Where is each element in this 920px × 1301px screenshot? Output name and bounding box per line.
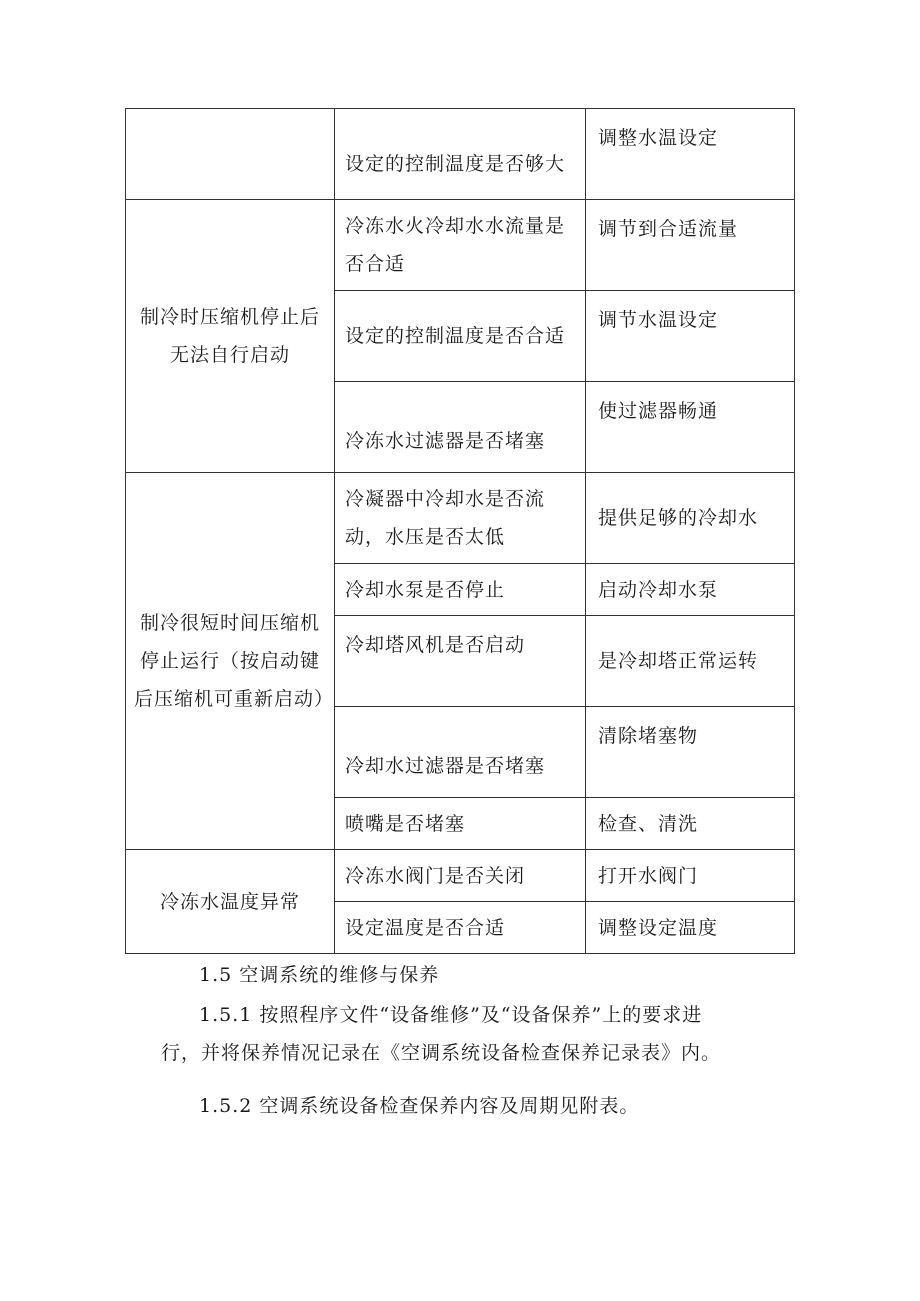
check-cell: 设定温度是否合适 xyxy=(335,902,586,954)
check-cell: 冷冻水阀门是否关闭 xyxy=(335,850,586,902)
remedy-cell: 打开水阀门 xyxy=(586,850,795,902)
troubleshooting-table xyxy=(125,108,795,954)
check-cell: 冷却水泵是否停止 xyxy=(335,564,586,616)
check-cell: 冷凝器中冷却水是否流动，水压是否太低 xyxy=(335,473,586,564)
paragraph-line: 行，并将保养情况记录在《空调系统设备检查保养记录表》内。 xyxy=(161,1042,722,1064)
remedy-cell: 清除堵塞物 xyxy=(586,707,795,798)
check-cell: 冷冻水火冷却水水流量是否合适 xyxy=(335,200,586,291)
paragraph-1-5-1 xyxy=(0,996,920,1072)
fault-cell: 制冷很短时间压缩机停止运行（按启动键后压缩机可重新启动） xyxy=(126,473,335,850)
remedy-cell: 调整设定温度 xyxy=(586,902,795,954)
check-cell: 喷嘴是否堵塞 xyxy=(335,798,586,850)
paragraph-line: 1.5.1 按照程序文件“设备维修”及“设备保养”上的要求进 xyxy=(199,1004,703,1026)
table-row xyxy=(126,109,795,200)
remedy-cell: 检查、清洗 xyxy=(586,798,795,850)
remedy-cell: 调节到合适流量 xyxy=(586,200,795,291)
check-cell: 冷却水过滤器是否堵塞 xyxy=(335,707,586,798)
remedy-cell: 启动冷却水泵 xyxy=(586,564,795,616)
fault-cell: 冷冻水温度异常 xyxy=(126,850,335,954)
remedy-cell: 调节水温设定 xyxy=(586,291,795,382)
section-heading: 1.5 空调系统的维修与保养 xyxy=(199,964,440,986)
check-cell: 冷冻水过滤器是否堵塞 xyxy=(335,382,586,473)
remedy-cell: 使过滤器畅通 xyxy=(586,382,795,473)
table-row xyxy=(126,200,795,291)
check-cell: 设定的控制温度是否合适 xyxy=(335,291,586,382)
check-cell: 冷却塔风机是否启动 xyxy=(335,616,586,707)
remedy-cell: 调整水温设定 xyxy=(586,109,795,200)
remedy-cell: 提供足够的冷却水 xyxy=(586,473,795,564)
paragraph-1-5-2: 1.5.2 空调系统设备检查保养内容及周期见附表。 xyxy=(199,1095,640,1117)
remedy-cell: 是冷却塔正常运转 xyxy=(586,616,795,707)
fault-cell: 制冷时压缩机停止后无法自行启动 xyxy=(126,200,335,473)
check-cell: 设定的控制温度是否够大 xyxy=(335,109,586,200)
fault-cell xyxy=(126,109,335,200)
table-row xyxy=(126,473,795,564)
table-row xyxy=(126,850,795,902)
